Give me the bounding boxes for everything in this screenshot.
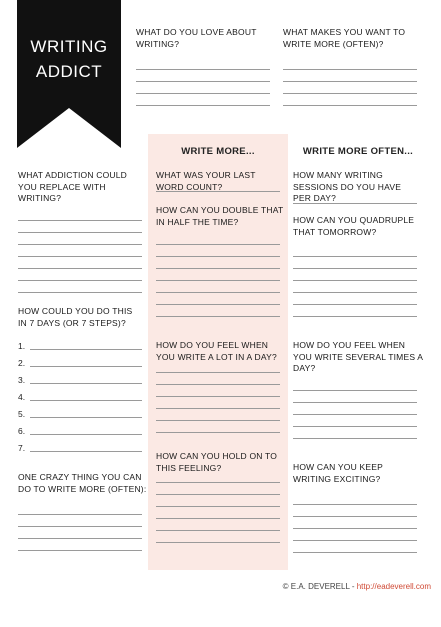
footer-url-link[interactable]: http://eadeverell.com <box>356 582 431 591</box>
answer-line-last-word-count <box>156 191 280 192</box>
answer-lines-quadruple-tomorrow <box>293 256 417 317</box>
answer-lines-double-half-time <box>156 244 280 317</box>
question-sessions-per-day: HOW MANY WRITING SESSIONS DO YOU HAVE PER DAY? <box>293 170 402 203</box>
answer-lines-hold-feeling <box>156 482 280 543</box>
answer-line-sessions-per-day <box>293 203 417 204</box>
step-number: 5. <box>18 409 26 419</box>
footer-copyright: © E.A. DEVERELL - <box>282 582 357 591</box>
answer-lines-feel-several-times <box>293 390 417 439</box>
footer-credit <box>283 582 431 591</box>
heading-write-more: WRITE MORE... <box>181 146 255 157</box>
question-quadruple-tomorrow: HOW CAN YOU QUADRUPLE THAT TOMORROW? <box>293 215 415 237</box>
question-feel-several-times: HOW DO YOU FEEL WHEN YOU WRITE SEVERAL TIMES A DAY? <box>293 340 423 373</box>
question-want-write-more: WHAT MAKES YOU WANT TO WRITE MORE (OFTEN)? <box>283 27 406 49</box>
step-number: 6. <box>18 426 26 436</box>
step-number: 2. <box>18 358 26 368</box>
step-number: 7. <box>18 443 26 453</box>
question-double-half-time: HOW CAN YOU DOUBLE THAT IN HALF THE TIME? <box>156 205 284 227</box>
question-crazy-thing: ONE CRAZY THING YOU CAN DO TO WRITE MORE (OFTEN): <box>18 472 147 494</box>
answer-lines-replace-addiction <box>18 220 142 293</box>
answer-lines-crazy-thing <box>18 514 142 551</box>
step-number: 3. <box>18 375 26 385</box>
question-keep-exciting: HOW CAN YOU KEEP WRITING EXCITING? <box>293 462 383 484</box>
banner-title-line1: WRITING <box>30 37 108 56</box>
question-last-word-count: WHAT WAS YOUR LAST WORD COUNT? <box>156 170 256 192</box>
banner-title-line2: ADDICT <box>35 62 103 81</box>
question-seven-days: HOW COULD YOU DO THIS IN 7 DAYS (OR 7 STEPS)? <box>18 306 133 328</box>
answer-lines-want-write-more <box>283 69 417 106</box>
step-number: 4. <box>18 392 26 402</box>
question-love-writing: WHAT DO YOU LOVE ABOUT WRITING? <box>136 27 257 49</box>
answer-lines-feel-write-lot <box>156 372 280 433</box>
step-number: 1. <box>18 341 26 351</box>
heading-write-more-often: WRITE MORE OFTEN... <box>302 146 414 157</box>
answer-lines-love-writing <box>136 69 270 106</box>
question-feel-write-lot: HOW DO YOU FEEL WHEN YOU WRITE A LOT IN A DAY? <box>156 340 277 362</box>
answer-lines-keep-exciting <box>293 504 417 553</box>
question-hold-feeling: HOW CAN YOU HOLD ON TO THIS FEELING? <box>156 451 278 473</box>
question-replace-addiction: WHAT ADDICTION COULD YOU REPLACE WITH WRITING? <box>18 170 127 203</box>
title-banner <box>17 0 121 148</box>
